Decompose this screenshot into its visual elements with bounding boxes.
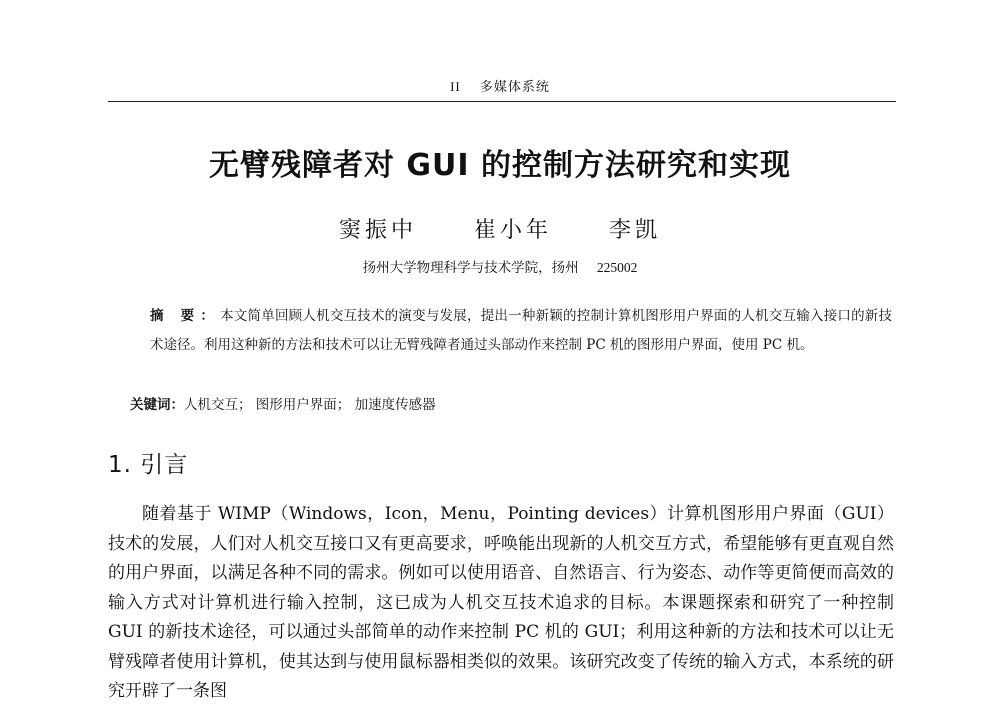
author-name: 崔小年 bbox=[473, 218, 552, 243]
abstract-text: 本文简单回顾人机交互技术的演变与发展，提出一种新颖的控制计算机图形用户界面的人机交互输入接口的新技术途径。利用这种新的方法和技术可以让无臂残障者通过头部动作来控制 PC 机的图形用户界面，使用 PC 机。 bbox=[150, 308, 893, 353]
keywords-label: 关键词： bbox=[130, 397, 184, 413]
author-name: 李凯 bbox=[609, 218, 662, 243]
affiliation-zip: 225002 bbox=[596, 260, 638, 275]
running-header bbox=[0, 76, 1000, 95]
keywords bbox=[130, 393, 890, 413]
author-list bbox=[0, 213, 1000, 244]
body-paragraph: 随着基于 WIMP（Windows，Icon，Menu，Pointing devices）计算机图形用户界面（GUI）技术的发展，人们对人机交互接口又有更高要求，呼唤能出现新的人机交互方式，希望能够有更直观自然的用户界面，以满足各种不同的需求。例如可以使用语音、自然语言、行为姿态、动作等更简便而高效的输入方式对计算机进行输入控制，这已成为人机交互技术追求的目标。本课题探索和研究了一种控制 GUI 的新技术途径，可以通过头部简单的动作来控制 PC 机的 GUI；利用这种新的方法和技术可以让无臂残障者使用计算机，使其达到与使用鼠标器相类似的效果。该研究改变了传统的输入方式，本系统的研究开辟了一条图 bbox=[108, 504, 894, 701]
abstract bbox=[150, 302, 892, 360]
paper-title: 无臂残障者对 GUI 的控制方法研究和实现 bbox=[208, 148, 792, 183]
abstract-label: 摘 要： bbox=[150, 308, 221, 324]
affiliation-institution: 扬州大学物理科学与技术学院，扬州 bbox=[362, 260, 579, 276]
affiliation bbox=[0, 256, 1000, 276]
section-heading: 1. 引言 bbox=[108, 452, 189, 478]
author-name: 窦振中 bbox=[338, 218, 417, 243]
running-header-section: 多媒体系统 bbox=[479, 80, 550, 95]
header-rule bbox=[108, 101, 896, 102]
running-header-roman: II bbox=[450, 79, 461, 94]
keywords-text: 人机交互； 图形用户界面； 加速度传感器 bbox=[184, 397, 436, 413]
